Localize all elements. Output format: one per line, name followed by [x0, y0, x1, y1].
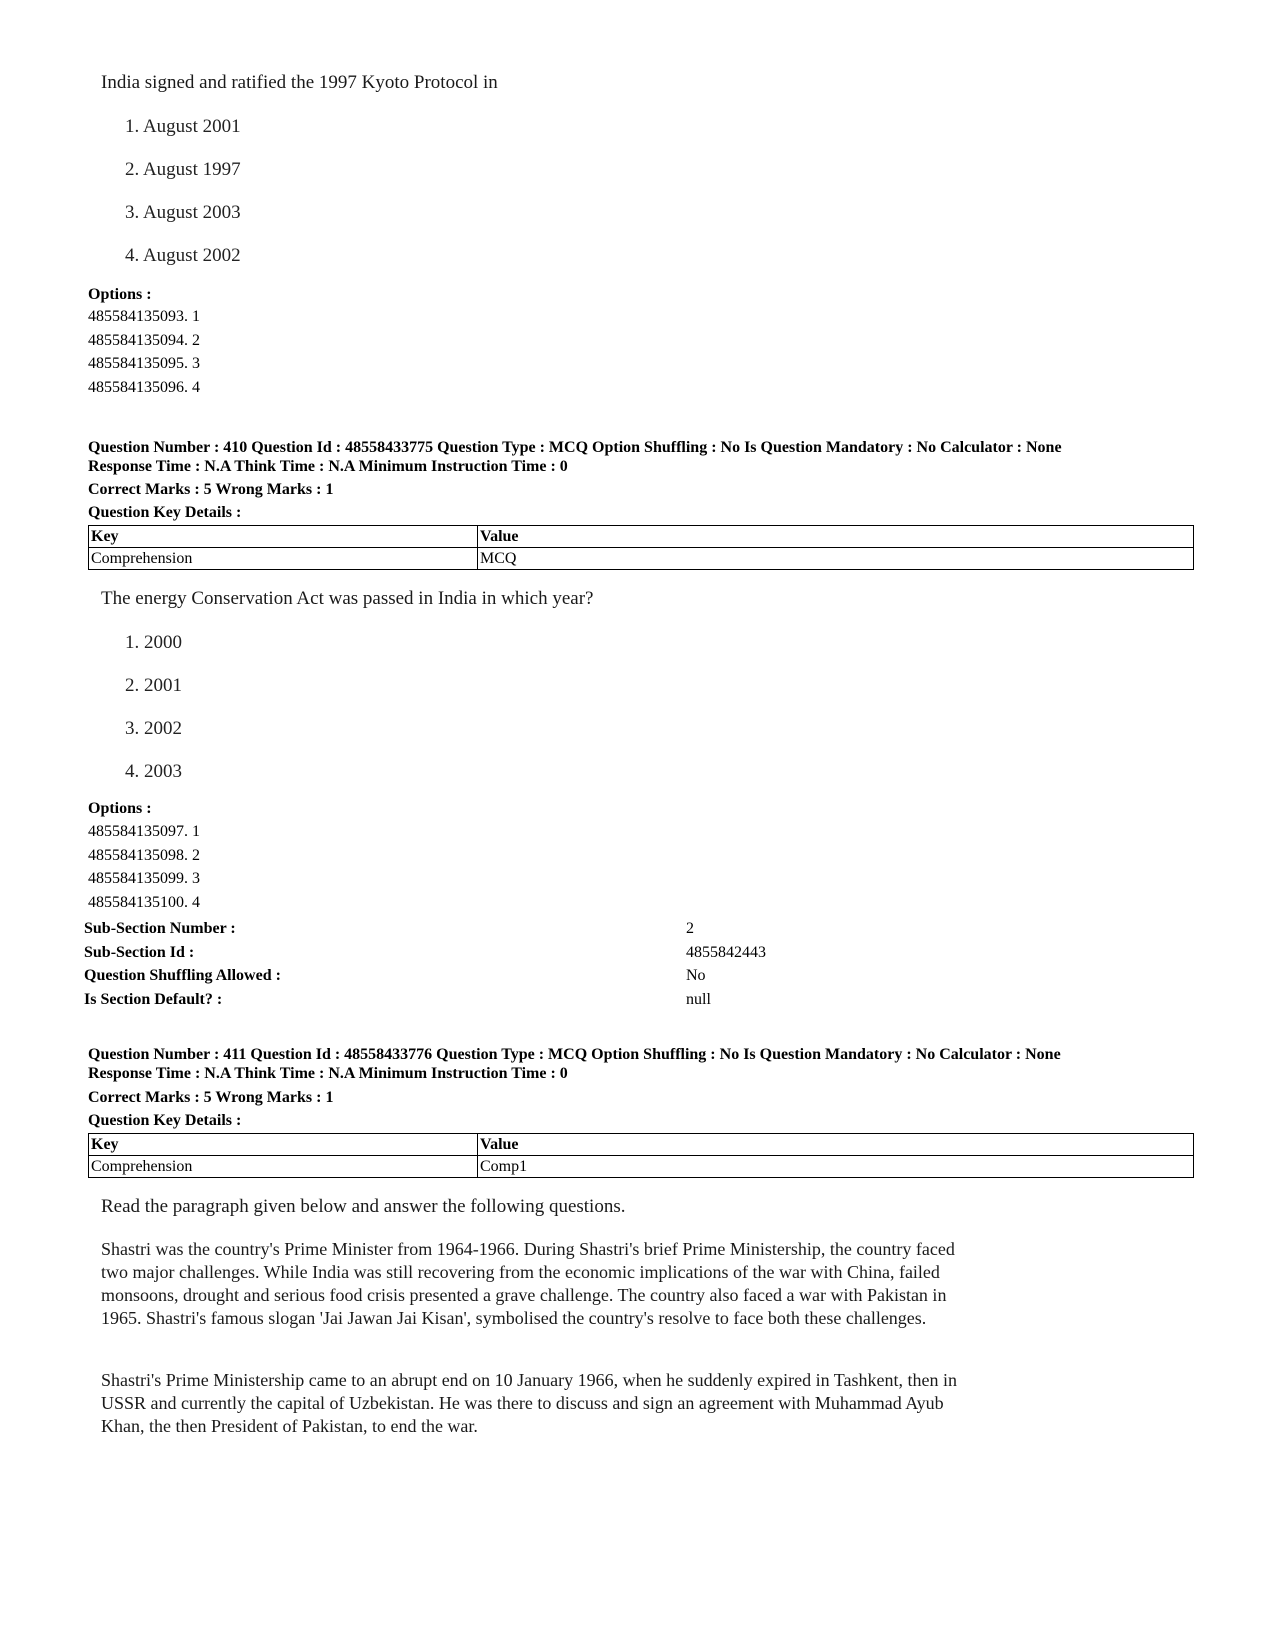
subsection-details — [84, 917, 884, 1011]
question-411-meta — [88, 1045, 1061, 1083]
question-410-text: The energy Conservation Act was passed in India in which year? — [101, 588, 594, 609]
question-409-choice-2: 2. August 1997 — [125, 159, 241, 180]
question-411-key-table — [88, 1133, 1194, 1178]
question-410-key-details-title: Question Key Details : — [88, 504, 242, 521]
question-411-meta-line1: Question Number : 411 Question Id : 48558433776 Question Type : MCQ Option Shuffling : No Is Question Mandatory : No Calculator : None — [88, 1046, 1061, 1063]
key-cell: Comprehension — [89, 1156, 478, 1178]
option-id: 485584135098. 2 — [88, 846, 200, 864]
question-shuffling-value: No — [686, 967, 706, 984]
question-shuffling-label: Question Shuffling Allowed : — [84, 967, 281, 984]
question-409-options-list — [88, 305, 200, 399]
option-id: 485584135095. 3 — [88, 355, 200, 372]
key-header: Key — [89, 1134, 478, 1156]
question-409-choice-4: 4. August 2002 — [125, 245, 241, 266]
option-id: 485584135094. 2 — [88, 331, 200, 349]
section-default-value: null — [686, 990, 711, 1008]
question-411-meta-line2: Response Time : N.A Think Time : N.A Minimum Instruction Time : 0 — [88, 1065, 568, 1082]
option-id: 485584135093. 1 — [88, 308, 200, 325]
option-id: 485584135097. 1 — [88, 823, 200, 840]
subsection-id-label: Sub-Section Id : — [84, 943, 195, 961]
question-409-options-title: Options : — [88, 286, 152, 303]
option-id: 485584135100. 4 — [88, 893, 200, 911]
subsection-number-value: 2 — [686, 920, 694, 937]
section-default-label: Is Section Default? : — [84, 990, 223, 1008]
question-410-options-list — [88, 820, 200, 914]
question-409-text: India signed and ratified the 1997 Kyoto Protocol in — [101, 72, 498, 93]
comprehension-paragraph-1: Shastri was the country's Prime Minister from 1964-1966. During Shastri's brief Prime Ministership, the country faced two major challenges. While India was still recovering from the economic implications of the war with China, failed monsoons, drought and serious food crisis presented a grave challenge. The country also faced a war with Pakistan in 1965. Shastri's famous slogan 'Jai Jawan Jai Kisan', symbolised the country's resolve to face both these challenges. — [101, 1239, 955, 1328]
question-410-key-table — [88, 525, 1194, 570]
key-cell: Comprehension — [89, 548, 478, 570]
question-409-choice-3: 3. August 2003 — [125, 202, 241, 223]
question-410-meta-line2: Response Time : N.A Think Time : N.A Minimum Instruction Time : 0 — [88, 458, 568, 475]
subsection-number-label: Sub-Section Number : — [84, 920, 236, 937]
question-410-marks: Correct Marks : 5 Wrong Marks : 1 — [88, 481, 334, 498]
comprehension-paragraph-2: Shastri's Prime Ministership came to an abrupt end on 10 January 1966, when he suddenly expired in Tashkent, then in USSR and currently the capital of Uzbekistan. He was there to discuss and sign an agreement with Muhammad Ayub Khan, the then President of Pakistan, to end the war. — [101, 1370, 957, 1436]
comprehension-intro: Read the paragraph given below and answer the following questions. — [101, 1196, 626, 1217]
question-411-key-details-title: Question Key Details : — [88, 1112, 242, 1129]
value-cell: MCQ — [478, 548, 1194, 570]
question-410-choice-3: 3. 2002 — [125, 718, 182, 739]
subsection-row — [84, 917, 884, 941]
subsection-row — [84, 988, 884, 1012]
question-409-choice-1: 1. August 2001 — [125, 116, 241, 137]
option-id: 485584135096. 4 — [88, 378, 200, 396]
question-410-meta-line1: Question Number : 410 Question Id : 48558433775 Question Type : MCQ Option Shuffling : No Is Question Mandatory : No Calculator : None — [88, 439, 1062, 456]
question-410-choice-1: 1. 2000 — [125, 632, 182, 653]
subsection-row — [84, 964, 884, 988]
question-410-choice-2: 2. 2001 — [125, 675, 182, 696]
subsection-row — [84, 941, 884, 965]
option-id: 485584135099. 3 — [88, 870, 200, 887]
question-411-marks: Correct Marks : 5 Wrong Marks : 1 — [88, 1089, 334, 1106]
key-header: Key — [89, 526, 478, 548]
value-cell: Comp1 — [478, 1156, 1194, 1178]
question-410-meta — [88, 438, 1062, 476]
question-410-choice-4: 4. 2003 — [125, 761, 182, 782]
question-410-options-title: Options : — [88, 800, 152, 817]
subsection-id-value: 4855842443 — [686, 943, 766, 961]
value-header: Value — [478, 526, 1194, 548]
value-header: Value — [478, 1134, 1194, 1156]
